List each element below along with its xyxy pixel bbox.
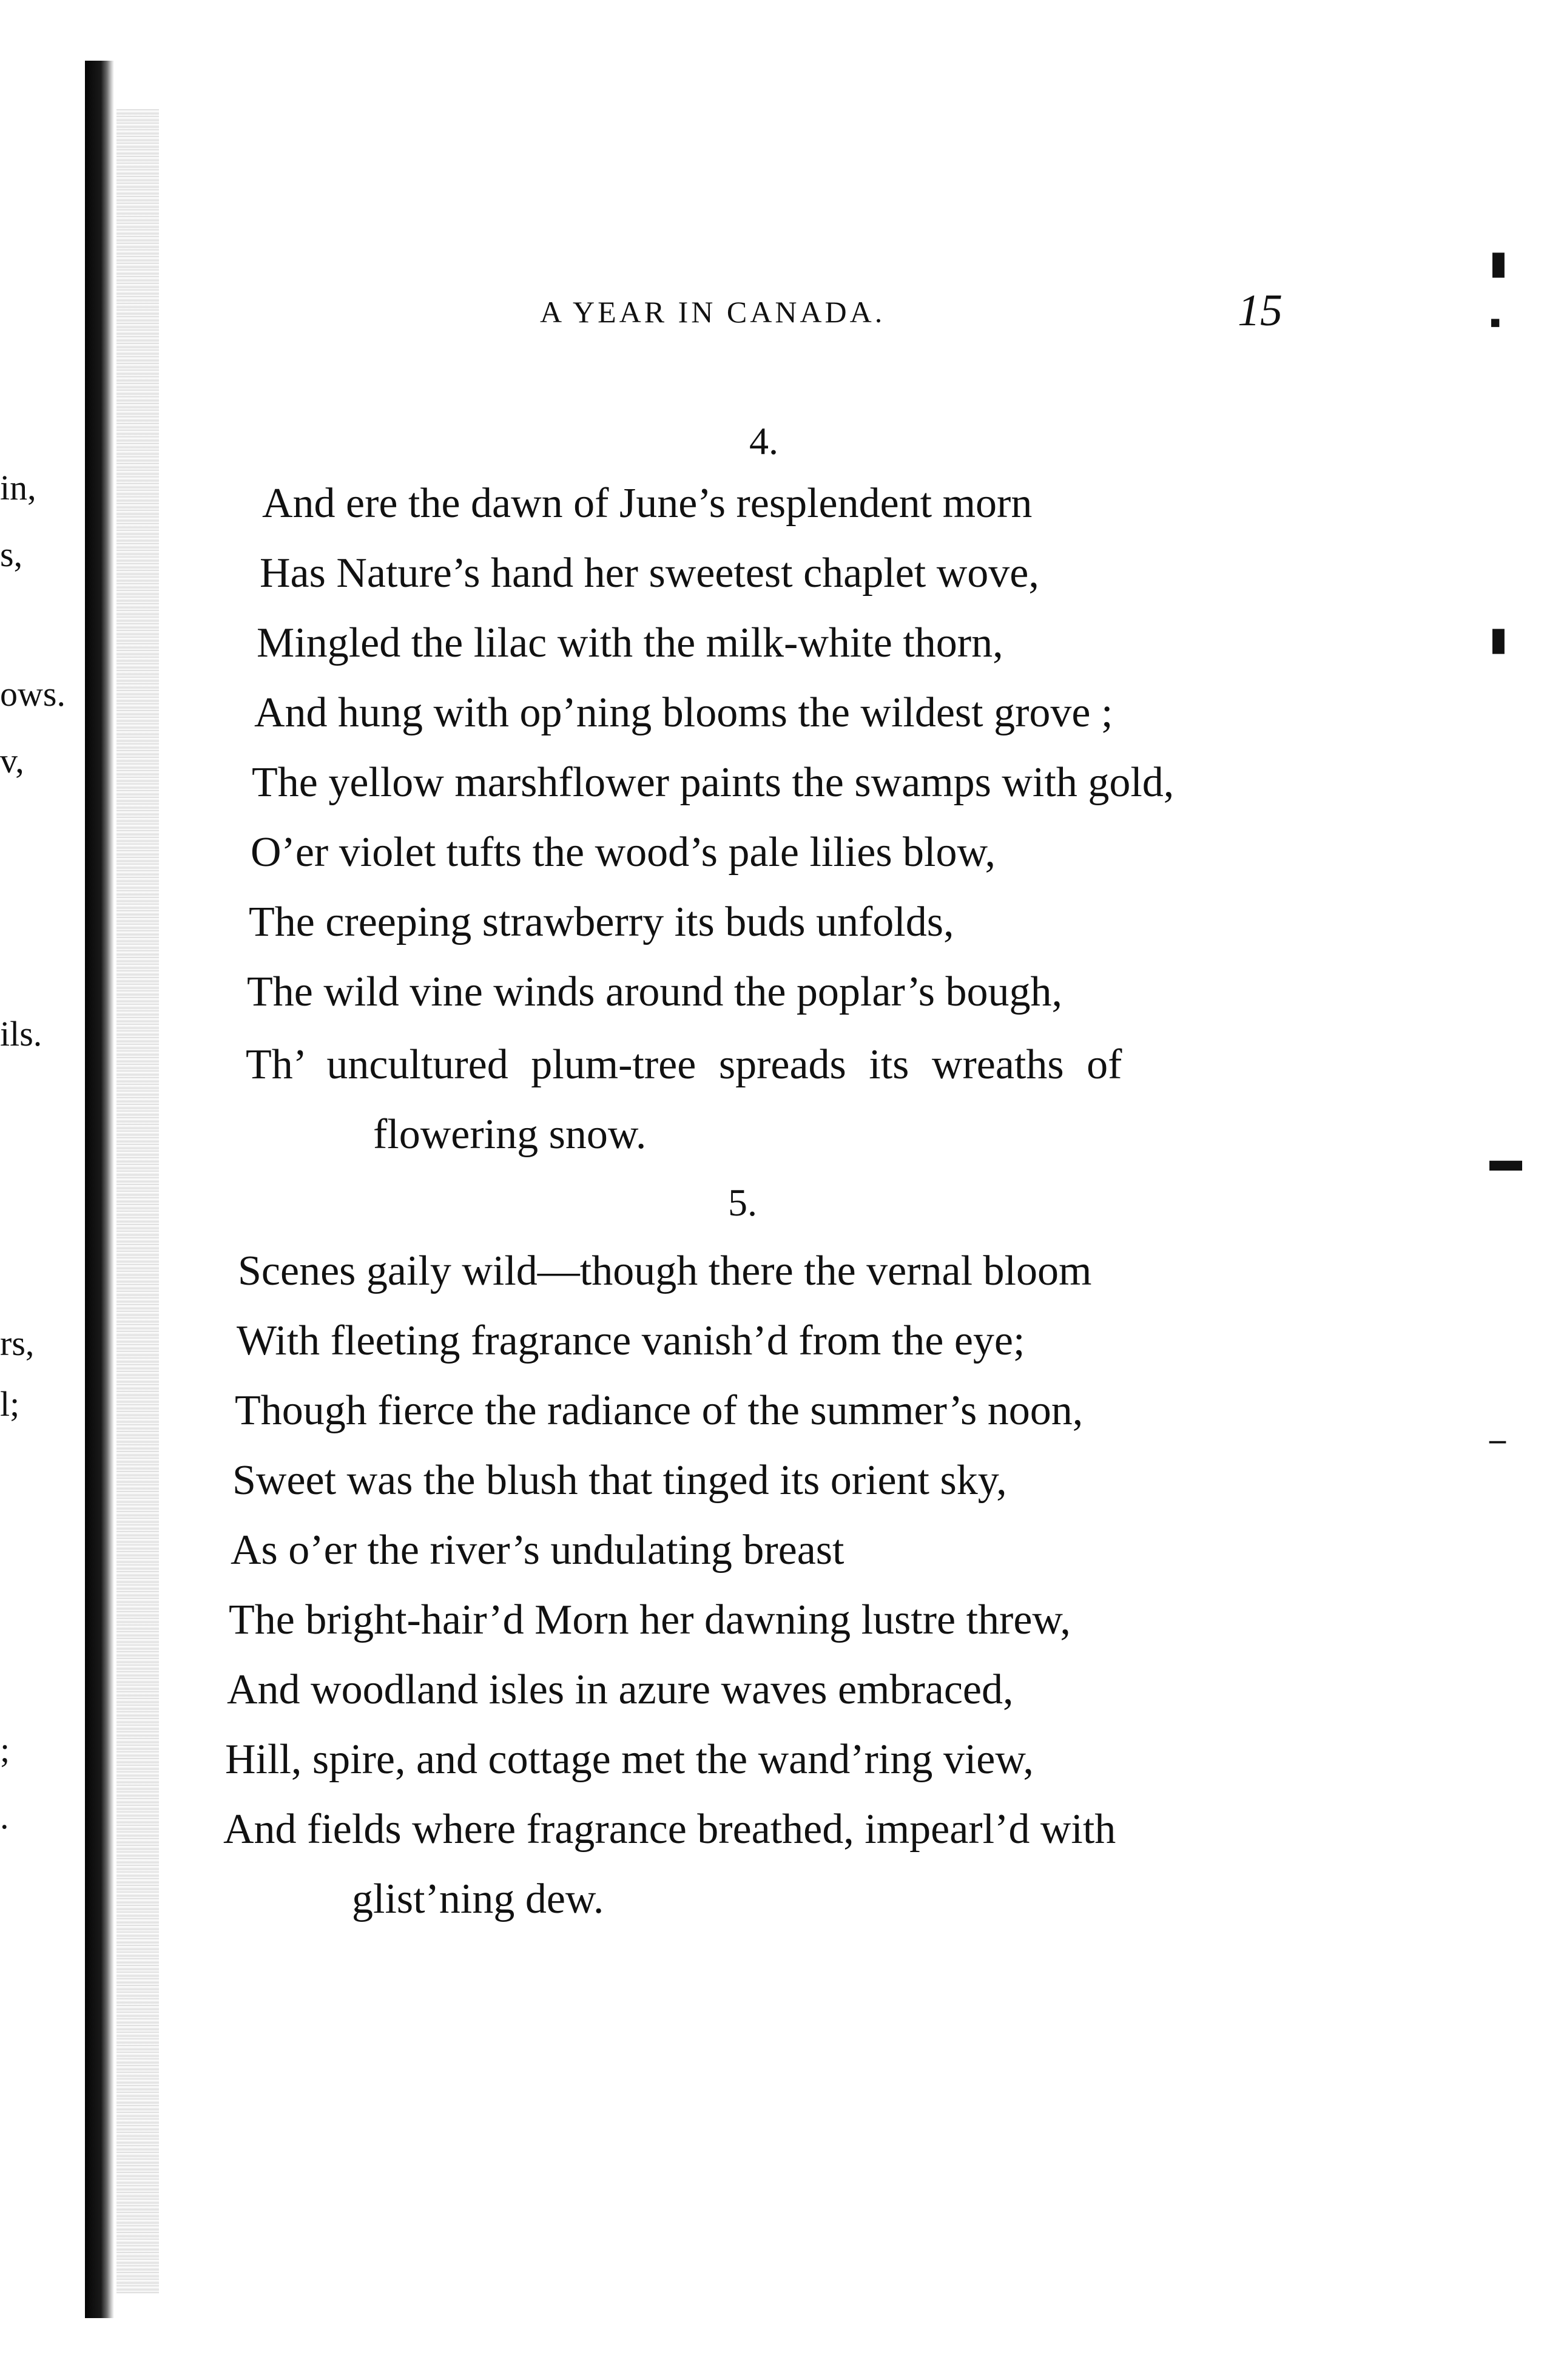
poem-line: The bright-hair’d Morn her dawning lustre threw, bbox=[229, 1597, 1071, 1643]
stanza-number: 4. bbox=[749, 419, 778, 462]
page-number: 15 bbox=[1238, 286, 1283, 336]
poem-line: O’er violet tufts the wood’s pale lilies blow, bbox=[251, 829, 996, 876]
poem-line: Though fierce the radiance of the summer’s noon, bbox=[235, 1387, 1084, 1434]
right-edge-mark: ▮ bbox=[1489, 621, 1508, 657]
poem-line: Th’ uncultured plum-tree spreads its wreaths of bbox=[246, 1041, 1122, 1088]
poem-line-indent: flowering snow. bbox=[373, 1111, 647, 1158]
right-edge-mark: ▪ bbox=[1489, 304, 1502, 340]
left-page-fragment: l; bbox=[0, 1384, 20, 1424]
poem-line-indent: glist’ning dew. bbox=[352, 1876, 604, 1922]
left-page-fragment: ils. bbox=[0, 1014, 42, 1053]
poem-line: Mingled the lilac with the milk-white thorn, bbox=[257, 620, 1003, 666]
poem-line: And woodland isles in azure waves embraced, bbox=[227, 1666, 1014, 1713]
poem-line: And ere the dawn of June’s resplendent morn bbox=[262, 480, 1033, 527]
poem-line: With fleeting fragrance vanish’d from the eye; bbox=[237, 1317, 1025, 1364]
right-edge-mark: – bbox=[1489, 1421, 1506, 1457]
poem-line: The yellow marshflower paints the swamps with gold, bbox=[252, 759, 1175, 806]
right-edge-mark: ▬ bbox=[1489, 1141, 1522, 1178]
running-title: A YEAR IN CANADA. bbox=[540, 295, 886, 329]
left-page-fragment: ; bbox=[0, 1730, 10, 1770]
left-page-fragment: v, bbox=[0, 741, 24, 780]
poem-line: And fields where fragrance breathed, impearl’d with bbox=[223, 1806, 1116, 1853]
gutter-texture bbox=[116, 109, 159, 2294]
left-page-fragment: ows. bbox=[0, 674, 66, 714]
left-page-fragment: rs, bbox=[0, 1324, 35, 1363]
left-page-fragment: . bbox=[0, 1797, 9, 1836]
poem-line: Has Nature’s hand her sweetest chaplet wove, bbox=[260, 550, 1039, 597]
stanza-number: 5. bbox=[728, 1181, 757, 1224]
left-page-fragment: in, bbox=[0, 468, 36, 507]
poem-line: Sweet was the blush that tinged its orient sky, bbox=[232, 1457, 1007, 1504]
book-gutter-shadow bbox=[85, 61, 114, 2318]
left-page-fragment: s, bbox=[0, 535, 23, 574]
poem-line: As o’er the river’s undulating breast bbox=[231, 1527, 844, 1574]
poem-line: The wild vine winds around the poplar’s bough, bbox=[247, 969, 1063, 1015]
poem-line: Hill, spire, and cottage met the wand’ring view, bbox=[225, 1736, 1034, 1783]
right-edge-mark: ▮ bbox=[1489, 245, 1508, 281]
poem-line: Scenes gaily wild—though there the vernal bloom bbox=[238, 1248, 1092, 1294]
poem-line: The creeping strawberry its buds unfolds, bbox=[249, 899, 954, 945]
poem-line: And hung with op’ning blooms the wildest grove ; bbox=[254, 689, 1113, 736]
